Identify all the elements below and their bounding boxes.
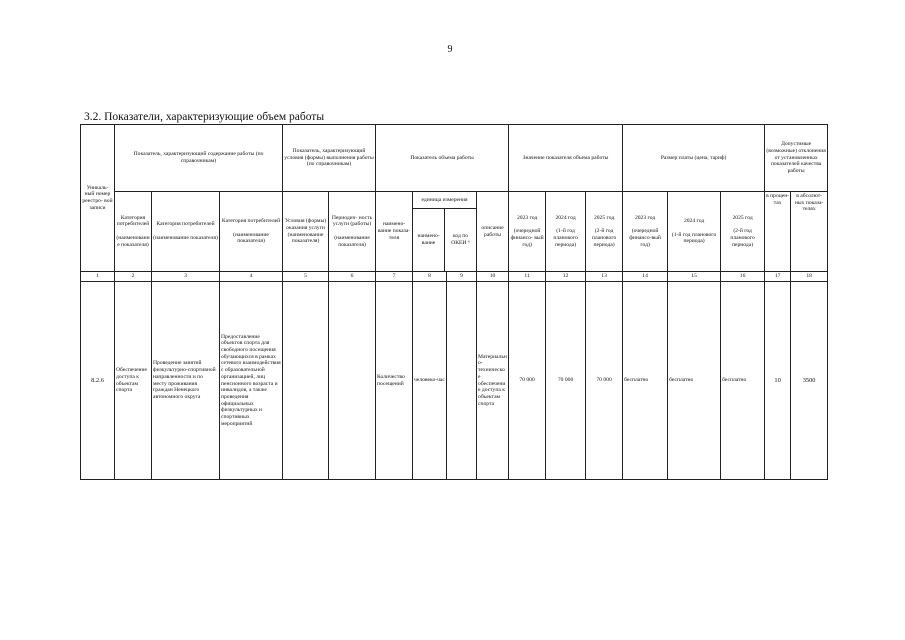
column-number: 13 — [586, 272, 623, 282]
cell-work-description: Материально-техническое обеспечение доступа к объектам спорта — [477, 282, 509, 480]
section-title: 3.2. Показатели, характеризующие объем работы — [84, 111, 325, 123]
period-label: (1-й год планового периода) — [553, 228, 578, 248]
header-value-group: Значение показателя объема работы — [509, 125, 623, 192]
header-work-description: описание работы — [477, 192, 509, 272]
column-number: 5 — [283, 272, 329, 282]
header-content-group: Показатель, характеризующий содержание работы (по справочникам) — [115, 125, 283, 192]
cell-price-2024: бесплатно — [668, 282, 721, 480]
column-number: 7 — [376, 272, 413, 282]
header-value-2024 — [546, 192, 586, 272]
cell-content-3: Предоставление объектов спорта для свободного посещения обучающихся в рамках сетевого взаимодействия с образовательной организацией, лиц пенсионного возраста и инвалидов, а также проведения официальных физкультурных и спортивных мероприятий — [220, 282, 283, 480]
cell-value-2023: 70 000 — [509, 282, 546, 480]
cell-condition — [283, 282, 329, 480]
header-category-2 — [152, 192, 220, 272]
column-number: 11 — [509, 272, 546, 282]
header-row-2 — [81, 192, 828, 272]
column-number: 16 — [721, 272, 765, 282]
column-number: 2 — [115, 272, 152, 282]
header-volume-group: Показатель объема работы — [376, 125, 509, 192]
header-deviation-percent: в процен- тах — [765, 192, 791, 272]
header-periodicity — [329, 192, 376, 272]
cell-periodicity — [329, 282, 376, 480]
header-deviation-absolute: в абсолют- ных показа- телях — [791, 192, 828, 272]
period-label: (очередной финансо-вый год) — [629, 228, 661, 248]
page-number: 9 — [447, 44, 453, 55]
cell-price-2023: бесплатно — [623, 282, 668, 480]
header-category-1 — [115, 192, 152, 272]
header-indicator-name: наимено- вание показа- теля — [376, 192, 413, 272]
column-number: 8 — [413, 272, 447, 282]
header-price-group: Размер платы (цена, тариф) — [623, 125, 765, 192]
category-sub: (наименование показателя) — [233, 231, 269, 245]
cell-content-1: Обеспечение доступа к объектам спорта — [115, 282, 152, 480]
period-label: (1-й год планового периода) — [671, 231, 717, 245]
cell-okei-code — [447, 282, 477, 480]
header-conditions — [283, 192, 329, 272]
column-number: 14 — [623, 272, 668, 282]
conditions-title: Условия (формы) оказания услуги — [284, 218, 327, 231]
unit-subtable — [413, 192, 476, 271]
header-category-3 — [220, 192, 283, 272]
cell-value-2025: 70 000 — [586, 282, 623, 480]
column-number: 17 — [765, 272, 791, 282]
header-value-2025 — [586, 192, 623, 272]
header-unit-name: наимено- вание — [413, 209, 445, 272]
header-price-2024 — [668, 192, 721, 272]
header-price-2023 — [623, 192, 668, 272]
table-row — [81, 282, 828, 480]
column-number: 9 — [447, 272, 477, 282]
category-title: Категория потребителей — [156, 221, 215, 228]
category-sub: (наименование показателя) — [153, 234, 218, 241]
header-unit-group — [413, 192, 477, 272]
periodicity-title: Периодич- ность услуги (работы) — [331, 214, 373, 228]
period-label: (2-й год планового периода) — [591, 228, 617, 248]
column-number: 1 — [81, 272, 115, 282]
cell-deviation-percent: 10 — [765, 282, 791, 480]
year-label: 2023 год — [516, 214, 538, 221]
column-number: 15 — [668, 272, 721, 282]
periodicity-sub: (наименование показателя) — [334, 234, 370, 248]
period-label: (очередной финансо- вый год) — [510, 228, 544, 248]
period-label: (2-й год планового периода) — [730, 228, 755, 248]
column-number: 3 — [152, 272, 220, 282]
cell-record-id: 8.2.6 — [81, 282, 115, 480]
work-volume-table — [80, 124, 828, 480]
header-conditions-group: Показатель, характеризующий условия (формы) выполнения работы (по справочникам) — [283, 125, 376, 192]
header-unit-title: единица измерения — [413, 192, 476, 209]
cell-deviation-absolute: 3500 — [791, 282, 828, 480]
header-okei-code: код по ОКЕИ ⁶ — [451, 233, 470, 246]
column-number: 18 — [791, 272, 828, 282]
column-number: 6 — [329, 272, 376, 282]
category-title: Категория потребителей — [221, 218, 281, 225]
conditions-sub: (наименование показателя) — [287, 231, 324, 245]
header-deviation-group: Допустимые (возможные) отклонения от установленных показателей качества работы — [765, 125, 828, 192]
year-label: 2025 год — [593, 214, 615, 221]
year-label: 2024 год — [683, 218, 705, 225]
header-value-2023 — [509, 192, 546, 272]
header-price-2025 — [721, 192, 765, 272]
column-number: 12 — [546, 272, 586, 282]
category-title: Категория потребителей — [116, 214, 150, 228]
column-number-row — [81, 272, 828, 282]
cell-indicator-name: Количество посещений — [376, 282, 413, 480]
year-label: 2023 год — [634, 214, 656, 221]
year-label: 2025 год — [732, 214, 753, 221]
column-number: 4 — [220, 272, 283, 282]
column-number: 10 — [477, 272, 509, 282]
cell-value-2024: 70 000 — [546, 282, 586, 480]
header-row-1 — [81, 125, 828, 192]
category-sub: (наименование показателя) — [116, 234, 150, 248]
cell-unit-name: человеко-час — [413, 282, 447, 480]
header-unique-number: Уникаль- ный номер реестро- вой записи — [81, 125, 115, 272]
cell-content-2: Проведение занятий физкультурно-спортивной направленности и по месту проживания граждан Ненецкого автономного округа — [152, 282, 220, 480]
year-label: 2024 год — [555, 214, 576, 221]
cell-price-2025: бесплатно — [721, 282, 765, 480]
